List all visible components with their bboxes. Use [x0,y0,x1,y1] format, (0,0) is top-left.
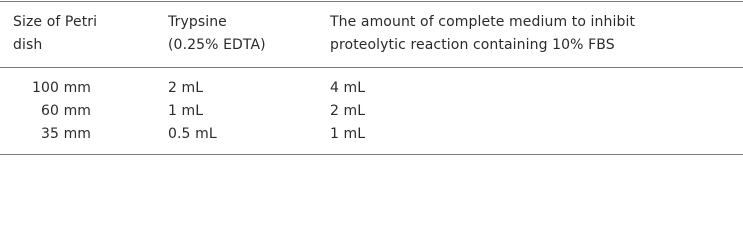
table-cell-medium: 4 mL [330,80,366,96]
size-unit: mm [63,126,92,142]
table-cell-trypsine: 2 mL [168,80,204,96]
header-size-line1: Size of Petri [13,14,98,30]
table-top-rule [0,1,743,2]
table-cell-size [13,123,91,145]
header-size-line2: dish [13,37,43,53]
table-cell-size [13,77,91,99]
size-unit: mm [63,80,92,96]
table-header-rule [0,67,743,68]
table-cell-trypsine: 0.5 mL [168,126,217,142]
size-value: 100 [31,80,59,96]
header-trypsine-line2: (0.25% EDTA) [168,37,266,53]
table-bottom-rule [0,154,743,155]
table-cell-size [13,100,91,122]
size-unit: mm [63,103,92,119]
header-medium-line1: The amount of complete medium to inhibit [330,14,636,30]
header-medium-line2: proteolytic reaction containing 10% FBS [330,37,615,53]
header-trypsine-line1: Trypsine [168,14,227,30]
table-cell-medium: 2 mL [330,103,366,119]
size-value: 35 [40,126,59,142]
table-cell-trypsine: 1 mL [168,103,204,119]
size-value: 60 [40,103,59,119]
table-cell-medium: 1 mL [330,126,366,142]
